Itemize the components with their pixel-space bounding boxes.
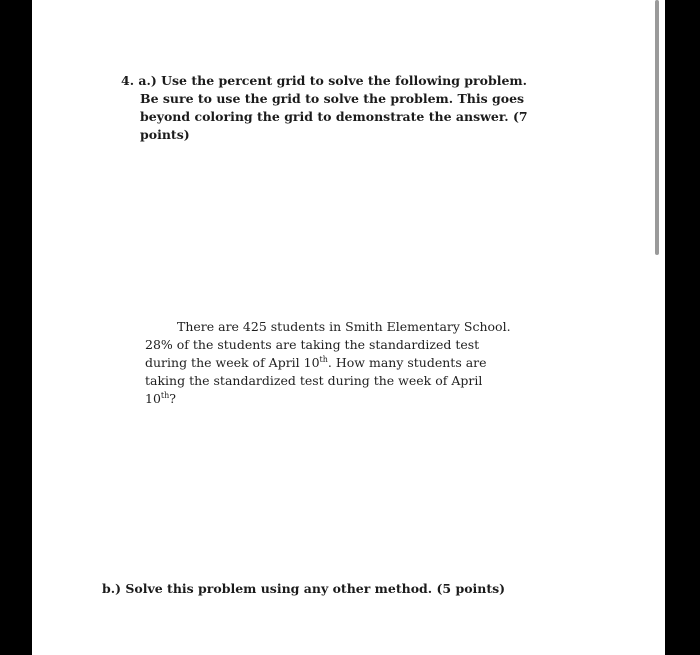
word-problem-line-2: 28% of the students are taking the standardized test: [145, 337, 480, 352]
word-problem-line-5-end: ?: [169, 391, 176, 406]
scrollbar-thumb[interactable]: [655, 0, 659, 255]
word-problem-line-5: [145, 390, 585, 408]
word-problem-line-3-start: during the week of April 10: [145, 355, 320, 370]
question-4a-line-2: Be sure to use the grid to solve the problem. This goes: [140, 91, 525, 106]
word-problem-line-4: taking the standardized test during the week of April: [145, 373, 483, 388]
ordinal-suffix: th: [160, 390, 170, 400]
question-4a: [121, 72, 581, 144]
word-problem-line-3-end: . How many students are: [327, 355, 487, 370]
word-problem-line-1: There are 425 students in Smith Elementary School.: [177, 319, 511, 334]
word-problem-line-5-start: 10: [145, 391, 161, 406]
question-4a-line-3: beyond coloring the grid to demonstrate the answer. (7: [140, 109, 528, 124]
question-4b: b.) Solve this problem using any other method. (5 points): [102, 581, 506, 596]
word-problem: [145, 318, 585, 408]
word-problem-line-3: [145, 354, 585, 372]
question-4a-line-1: 4. a.) Use the percent grid to solve the following problem.: [121, 73, 527, 88]
question-4a-line-4: points): [140, 127, 190, 142]
ordinal-suffix: th: [319, 354, 328, 364]
